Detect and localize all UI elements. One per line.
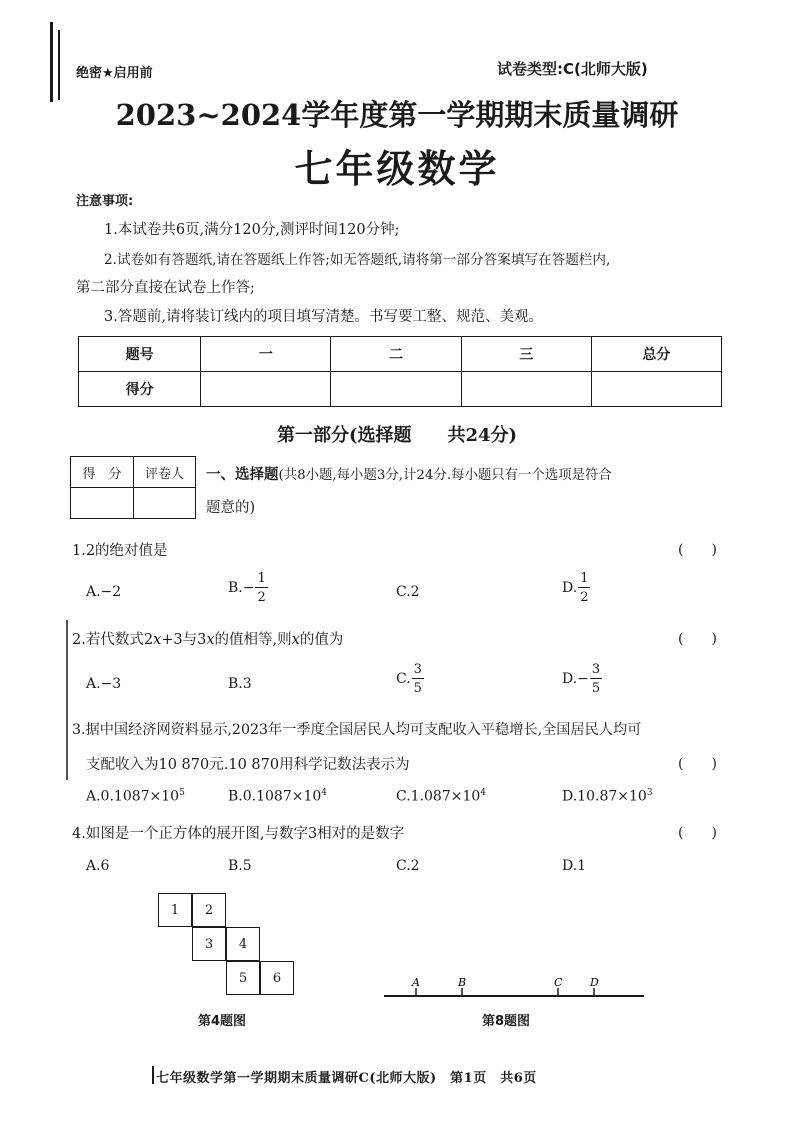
grader-score-cell[interactable] <box>71 488 134 519</box>
q3-option-d[interactable]: $D.10.87\times 10^3$ <box>562 788 653 805</box>
q3-option-a[interactable]: $A.0.1087\times 10^5$ <box>86 788 185 805</box>
note-item-1: 1.本试卷共6页,满分120分,测评时间120分钟; <box>104 222 400 238</box>
number-line-label-b: B <box>458 976 467 989</box>
grader-name-label: 评卷人 <box>134 457 196 488</box>
q1-option-b[interactable]: B.− $\frac{1}{2}$ <box>228 571 266 605</box>
q1-stem: 1.2的绝对值是 <box>72 543 168 559</box>
q1-answer-paren[interactable]: ( ) <box>678 542 717 558</box>
binding-line-left <box>50 22 53 102</box>
q2-option-d[interactable]: D.− $\frac{3}{5}$ <box>562 662 601 696</box>
q3-option-b[interactable]: $B.0.1087\times 10^4$ <box>228 788 328 805</box>
section-desc: (共8小题,每小题3分,计24分.每小题只有一个选项是符合 <box>278 468 612 483</box>
score-header-label: 题号 <box>79 337 201 372</box>
score-cell-total[interactable] <box>591 372 721 407</box>
cube-net-cell-1: 1 <box>158 893 192 927</box>
note-item-2a: 2.试卷如有答题纸,请在答题纸上作答;如无答题纸,请将第一部分答案填写在答题栏内, <box>104 252 611 268</box>
number-line-figure <box>380 970 650 1010</box>
score-table-header-row <box>79 337 722 372</box>
cube-net-cell-5: 5 <box>226 961 260 995</box>
section-desc-cont: 题意的) <box>206 500 256 516</box>
q3-stem-line2: 支配收入为10 870元.10 870用科学记数法表示为 <box>86 757 410 773</box>
q1-option-a[interactable]: A.−2 <box>86 584 122 600</box>
grader-name-cell[interactable] <box>134 488 196 519</box>
q2-option-d-fraction: $\frac{3}{5}$ <box>591 662 601 696</box>
score-header-total: 总分 <box>591 337 721 372</box>
q2-stem: 2.若代数式2x+3与3x的值相等,则x的值为 <box>72 632 344 648</box>
score-header-part2: 二 <box>331 337 461 372</box>
note-item-2b: 第二部分直接在试卷上作答; <box>76 280 255 296</box>
q4-option-c[interactable]: C.2 <box>396 858 420 874</box>
q3-stem-line1: 3.据中国经济网资料显示,2023年一季度全国居民人均可支配收入平稳增长,全国居民人均可 <box>72 722 642 738</box>
section-title: 一、选择题 <box>206 467 279 483</box>
q4-stem: 4.如图是一个正方体的展开图,与数字3相对的是数字 <box>72 826 405 842</box>
note-item-3: 3.答题前,请将装订线内的项目填写清楚。书写要工整、规范、美观。 <box>104 309 543 325</box>
q2-option-c[interactable]: C. $\frac{3}{5}$ <box>396 662 422 696</box>
q2-option-a[interactable]: A.−3 <box>86 676 122 692</box>
q2-option-b[interactable]: B.3 <box>228 676 252 692</box>
cube-net-cell-4: 4 <box>226 927 260 961</box>
number-line-label-d: D <box>590 976 599 989</box>
number-line-caption: 第8题图 <box>482 1014 531 1029</box>
subject-title: 七年级数学 <box>294 147 500 191</box>
score-cell-part3[interactable] <box>461 372 591 407</box>
exam-title: 2023~2024学年度第一学期期末质量调研 <box>115 98 679 132</box>
q4-option-d[interactable]: D.1 <box>562 858 587 874</box>
confidential-mark: 绝密★启用前 <box>76 66 153 81</box>
binding-line-right <box>58 30 60 100</box>
score-table <box>78 336 722 407</box>
score-cell-part1[interactable] <box>201 372 331 407</box>
q3-answer-paren[interactable]: ( ) <box>678 756 717 772</box>
number-line-label-a: A <box>412 976 420 989</box>
score-table-score-row <box>79 372 722 407</box>
score-header-part1: 一 <box>201 337 331 372</box>
notes-heading: 注意事项: <box>76 194 134 209</box>
q1-option-d[interactable]: D. $\frac{1}{2}$ <box>562 571 589 605</box>
page-footer: 七年级数学第一学期期末质量调研C(北师大版) 第1页 共6页 <box>156 1071 537 1086</box>
part1-title: 第一部分(选择题 共24分) <box>276 425 518 446</box>
q1-option-d-fraction: $\frac{1}{2}$ <box>580 571 589 605</box>
grader-score-label: 得 分 <box>71 457 134 488</box>
cube-net-cell-3: 3 <box>192 927 226 961</box>
score-cell-part2[interactable] <box>331 372 461 407</box>
paper-type: 试卷类型:C(北师大版) <box>497 60 648 78</box>
score-header-part3: 三 <box>461 337 591 372</box>
grader-box <box>70 456 196 519</box>
cube-net-cell-2: 2 <box>192 893 226 927</box>
q2-option-c-fraction: $\frac{3}{5}$ <box>413 662 422 696</box>
q4-option-b[interactable]: B.5 <box>228 858 252 874</box>
q3-option-c[interactable]: $C.1.087\times 10^4$ <box>396 788 487 805</box>
score-row-label: 得分 <box>79 372 201 407</box>
q4-answer-paren[interactable]: ( ) <box>678 825 717 841</box>
q2-answer-paren[interactable]: ( ) <box>678 631 717 647</box>
binding-line-lower <box>66 620 68 780</box>
footer-bracket <box>152 1066 154 1084</box>
q1-option-b-fraction: $\frac{1}{2}$ <box>257 571 266 605</box>
cube-net-cell-6: 6 <box>260 961 294 995</box>
q4-option-a[interactable]: A.6 <box>86 858 110 874</box>
number-line-label-c: C <box>554 976 563 989</box>
q1-option-c[interactable]: C.2 <box>396 584 420 600</box>
section-heading <box>206 463 612 484</box>
cube-net-caption: 第4题图 <box>198 1014 247 1029</box>
